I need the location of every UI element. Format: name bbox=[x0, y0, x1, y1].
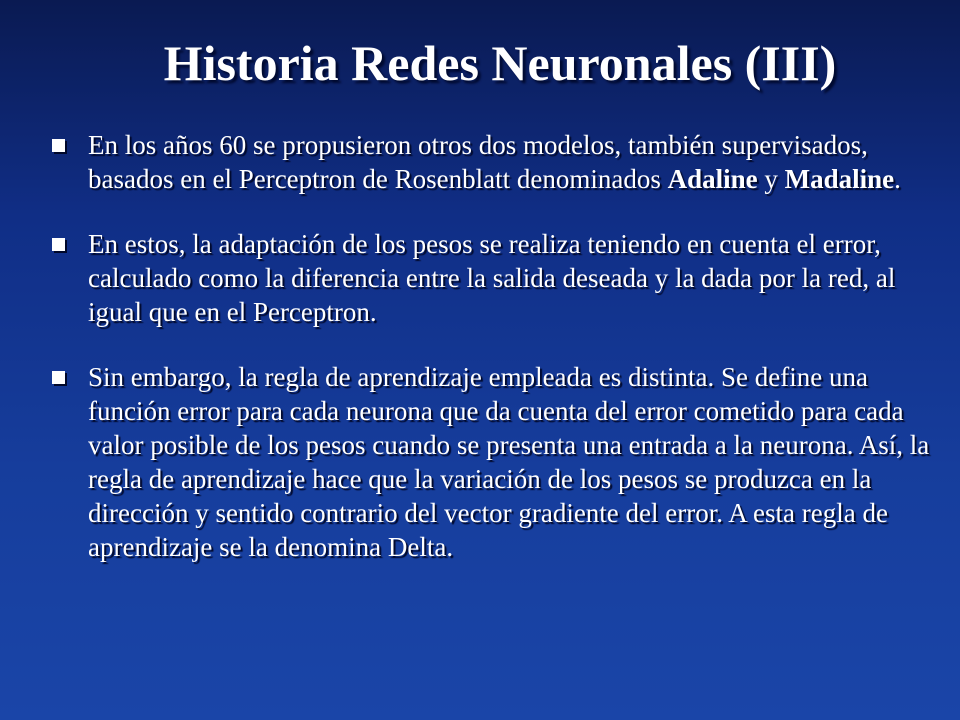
slide-title: Historia Redes Neuronales (III) bbox=[163, 35, 837, 91]
bullet-text bbox=[88, 229, 895, 327]
bullet-text bbox=[88, 362, 929, 562]
square-bullet-icon bbox=[52, 139, 65, 152]
bullet-text-fragment: En estos, la adaptación de los pesos se realiza teniendo en cuenta el error, calculado como la diferencia entre la salida deseada y la dada por la red, al igual que en el Perceptron. bbox=[88, 229, 896, 327]
bullet-item bbox=[0, 128, 960, 196]
bullet-text bbox=[88, 130, 901, 194]
bullet-text-fragment: Sin embargo, la regla de aprendizaje empleada es distinta. Se define una función error para cada neurona que da cuenta del error cometido para cada valor posible de los pesos cuando se presenta una entrada a la neurona. Así, la regla de aprendizaje hace que la variación de los pesos se produzca en la dirección y sentido contrario del vector gradiente del error. A esta regla de aprendizaje se la denomina Delta. bbox=[88, 362, 930, 562]
bullet-text-bold-fragment: Madaline bbox=[784, 164, 895, 194]
square-bullet-icon bbox=[52, 238, 65, 251]
bullet-text-fragment: y bbox=[757, 164, 785, 194]
bullet-list bbox=[0, 128, 960, 595]
bullet-item bbox=[0, 227, 960, 329]
bullet-text-bold-fragment: Adaline bbox=[667, 164, 758, 194]
bullet-item bbox=[0, 360, 960, 564]
bullet-text-fragment: . bbox=[894, 164, 901, 194]
square-bullet-icon bbox=[52, 371, 65, 384]
bullet-text-fragment: En los años 60 se propusieron otros dos modelos, también supervisados, basados en el Perceptron de Rosenblatt denominados bbox=[88, 130, 868, 194]
